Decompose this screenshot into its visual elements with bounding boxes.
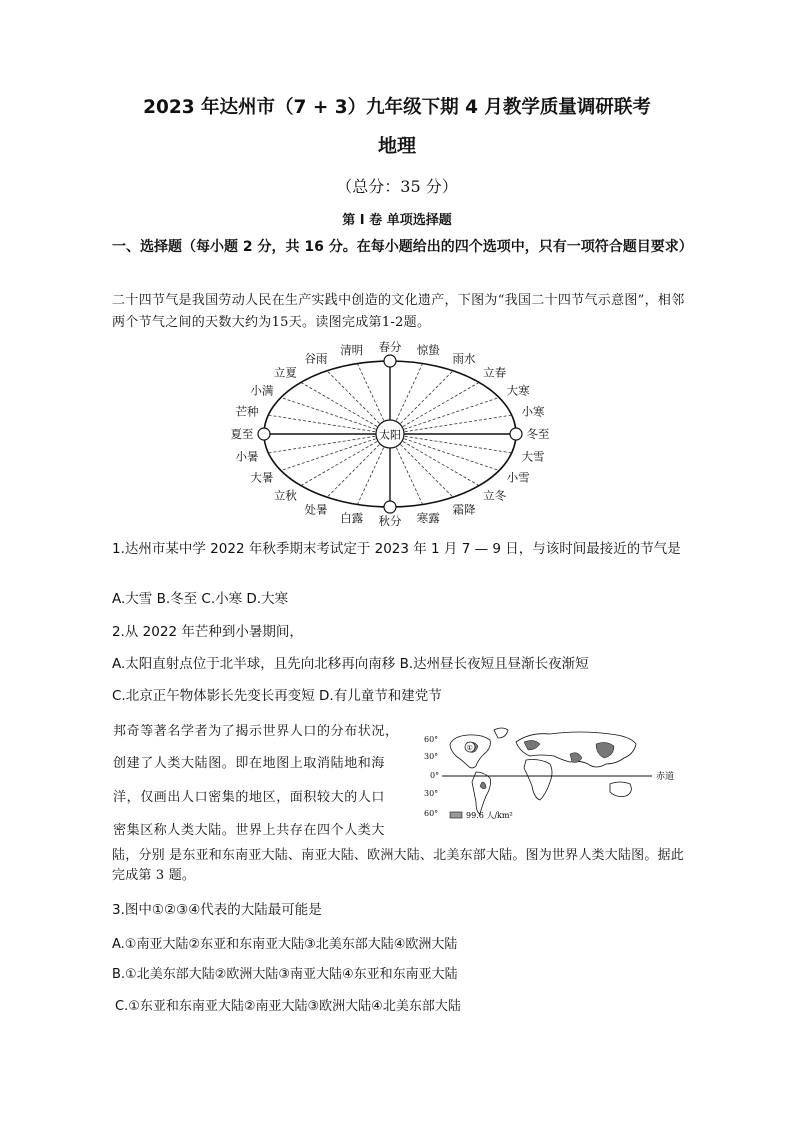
- legend-swatch: [450, 812, 462, 818]
- spoke-line: [281, 434, 390, 471]
- passage-line-4: 密集区称人类大陆。世界上共存在四个人类大: [113, 823, 386, 838]
- population-area-south-asia: [570, 753, 582, 763]
- spoke-line: [301, 382, 390, 434]
- solar-term-label: 芒种: [235, 404, 259, 419]
- question-2-options-cd: C.北京正午物体影长先变长再变短 D.有儿童节和建党节: [112, 688, 442, 704]
- solar-term-label: 冬至: [526, 427, 550, 441]
- lat-30n: 30°: [424, 752, 439, 761]
- solar-term-label: 小寒: [521, 404, 545, 419]
- spoke-line: [390, 382, 479, 434]
- total-score: （总分：35 分）: [336, 177, 458, 196]
- lat-0: 0°: [430, 771, 440, 780]
- season-node: [258, 428, 270, 440]
- passage-line-1: 邦奇等著名学者为了揭示世界人口的分布状况，: [113, 724, 399, 739]
- population-area-east-asia: [596, 742, 614, 758]
- passage-continuation: 陆，分别 是东亚和东南亚大陆、南亚大陆、欧洲大陆、北美东部大陆。图为世界人类大陆图。据此完成第 3 题。: [112, 848, 684, 883]
- solar-term-label: 小暑: [235, 449, 259, 464]
- question-1-stem: 1.达州市某中学 2022 年秋季期末考试定于 2023 年 1 月 7 — 9 日，与该时间最接近的节气是: [112, 541, 681, 557]
- solar-term-label: 立春: [483, 365, 507, 380]
- question-2-options-ab: A.太阳直射点位于北半球，且先向北移再向南移 B.达州昼长夜短且昼渐长夜渐短: [112, 656, 589, 672]
- spoke-line: [390, 434, 512, 453]
- solar-term-label: 雨水: [452, 351, 476, 366]
- spoke-line: [301, 434, 390, 486]
- solar-term-label: 寒露: [416, 511, 440, 526]
- sun-label: 太阳: [379, 428, 401, 442]
- africa: [524, 760, 552, 801]
- lat-60n: 60°: [424, 735, 439, 744]
- passage-solar-terms: 二十四节气是我国劳动人民在生产实践中创造的文化遗产，下图为“我国二十四节气示意图”，相邻两个节气之间的天数大约为15天。读图完成第1-2题。: [112, 293, 685, 330]
- solar-term-label: 惊蛰: [416, 342, 440, 357]
- solar-term-label: 春分: [378, 340, 402, 354]
- equator-label: 赤道: [656, 772, 675, 782]
- solar-term-label: 霜降: [452, 502, 476, 517]
- south-america: [472, 772, 491, 814]
- population-area-europe: [524, 740, 540, 750]
- spoke-line: [390, 434, 479, 486]
- spoke-line: [390, 398, 499, 435]
- solar-term-label: 谷雨: [304, 351, 328, 366]
- spoke-line: [390, 415, 512, 434]
- world-population-map: [420, 720, 690, 832]
- question-3-option-b: B.①北美东部大陆②欧洲大陆③南亚大陆④东亚和东南亚大陆: [112, 967, 458, 982]
- passage-line-3: 洋，仅画出人口密集的地区，面积较大的人口: [113, 790, 386, 805]
- section-instructions: 一、选择题（每小题 2 分，共 16 分。在每小题给出的四个选项中，只有一项符合题目要求）: [112, 239, 693, 255]
- legend-label: 99.6 人/km²: [466, 811, 513, 820]
- solar-term-label: 大寒: [506, 383, 530, 398]
- spoke-line: [390, 434, 499, 471]
- solar-term-label: 大暑: [250, 470, 274, 485]
- season-node: [510, 428, 522, 440]
- spoke-line: [268, 434, 390, 453]
- population-area-brazil: [480, 782, 486, 789]
- question-2-stem: 2.从 2022 年芒种到小暑期间，: [112, 624, 303, 640]
- question-3-option-a: A.①南亚大陆②东亚和东南亚大陆③北美东部大陆④欧洲大陆: [112, 937, 458, 952]
- solar-term-label: 清明: [340, 342, 364, 357]
- australia: [610, 782, 631, 797]
- solar-term-label: 夏至: [230, 427, 254, 441]
- question-3-option-c: C.①东亚和东南亚大陆②南亚大陆③欧洲大陆④北美东部大陆: [115, 999, 461, 1014]
- solar-term-label: 小满: [250, 383, 274, 398]
- exam-title: 2023 年达州市（7 + 3）九年级下期 4 月教学质量调研联考: [143, 97, 651, 118]
- spoke-line: [268, 415, 390, 434]
- solar-term-label: 立秋: [273, 488, 297, 503]
- question-3-stem: 3.图中①②③④代表的大陆最可能是: [112, 902, 322, 918]
- solar-term-label: 小雪: [506, 470, 530, 485]
- marker-1-label: ①: [466, 744, 473, 752]
- spoke-line: [281, 398, 390, 435]
- passage-line-2: 创建了人类大陆图。即在地图上取消陆地和海: [113, 756, 386, 771]
- question-1-options: A.大雪 B.冬至 C.小寒 D.大寒: [112, 591, 289, 607]
- solar-term-label: 白露: [340, 511, 364, 526]
- lat-30s: 30°: [424, 789, 439, 798]
- greenland: [494, 728, 508, 738]
- lat-60s: 60°: [424, 809, 439, 818]
- subject-title: 地理: [377, 135, 416, 157]
- part-heading: 第 I 卷 单项选择题: [342, 213, 452, 228]
- solar-terms-diagram: [222, 340, 562, 530]
- season-node: [384, 501, 396, 513]
- solar-term-label: 立冬: [483, 488, 507, 503]
- solar-term-label: 立夏: [273, 365, 297, 380]
- solar-term-label: 大雪: [521, 449, 545, 464]
- solar-term-label: 处暑: [304, 502, 328, 517]
- solar-term-label: 秋分: [378, 514, 402, 528]
- season-node: [384, 355, 396, 367]
